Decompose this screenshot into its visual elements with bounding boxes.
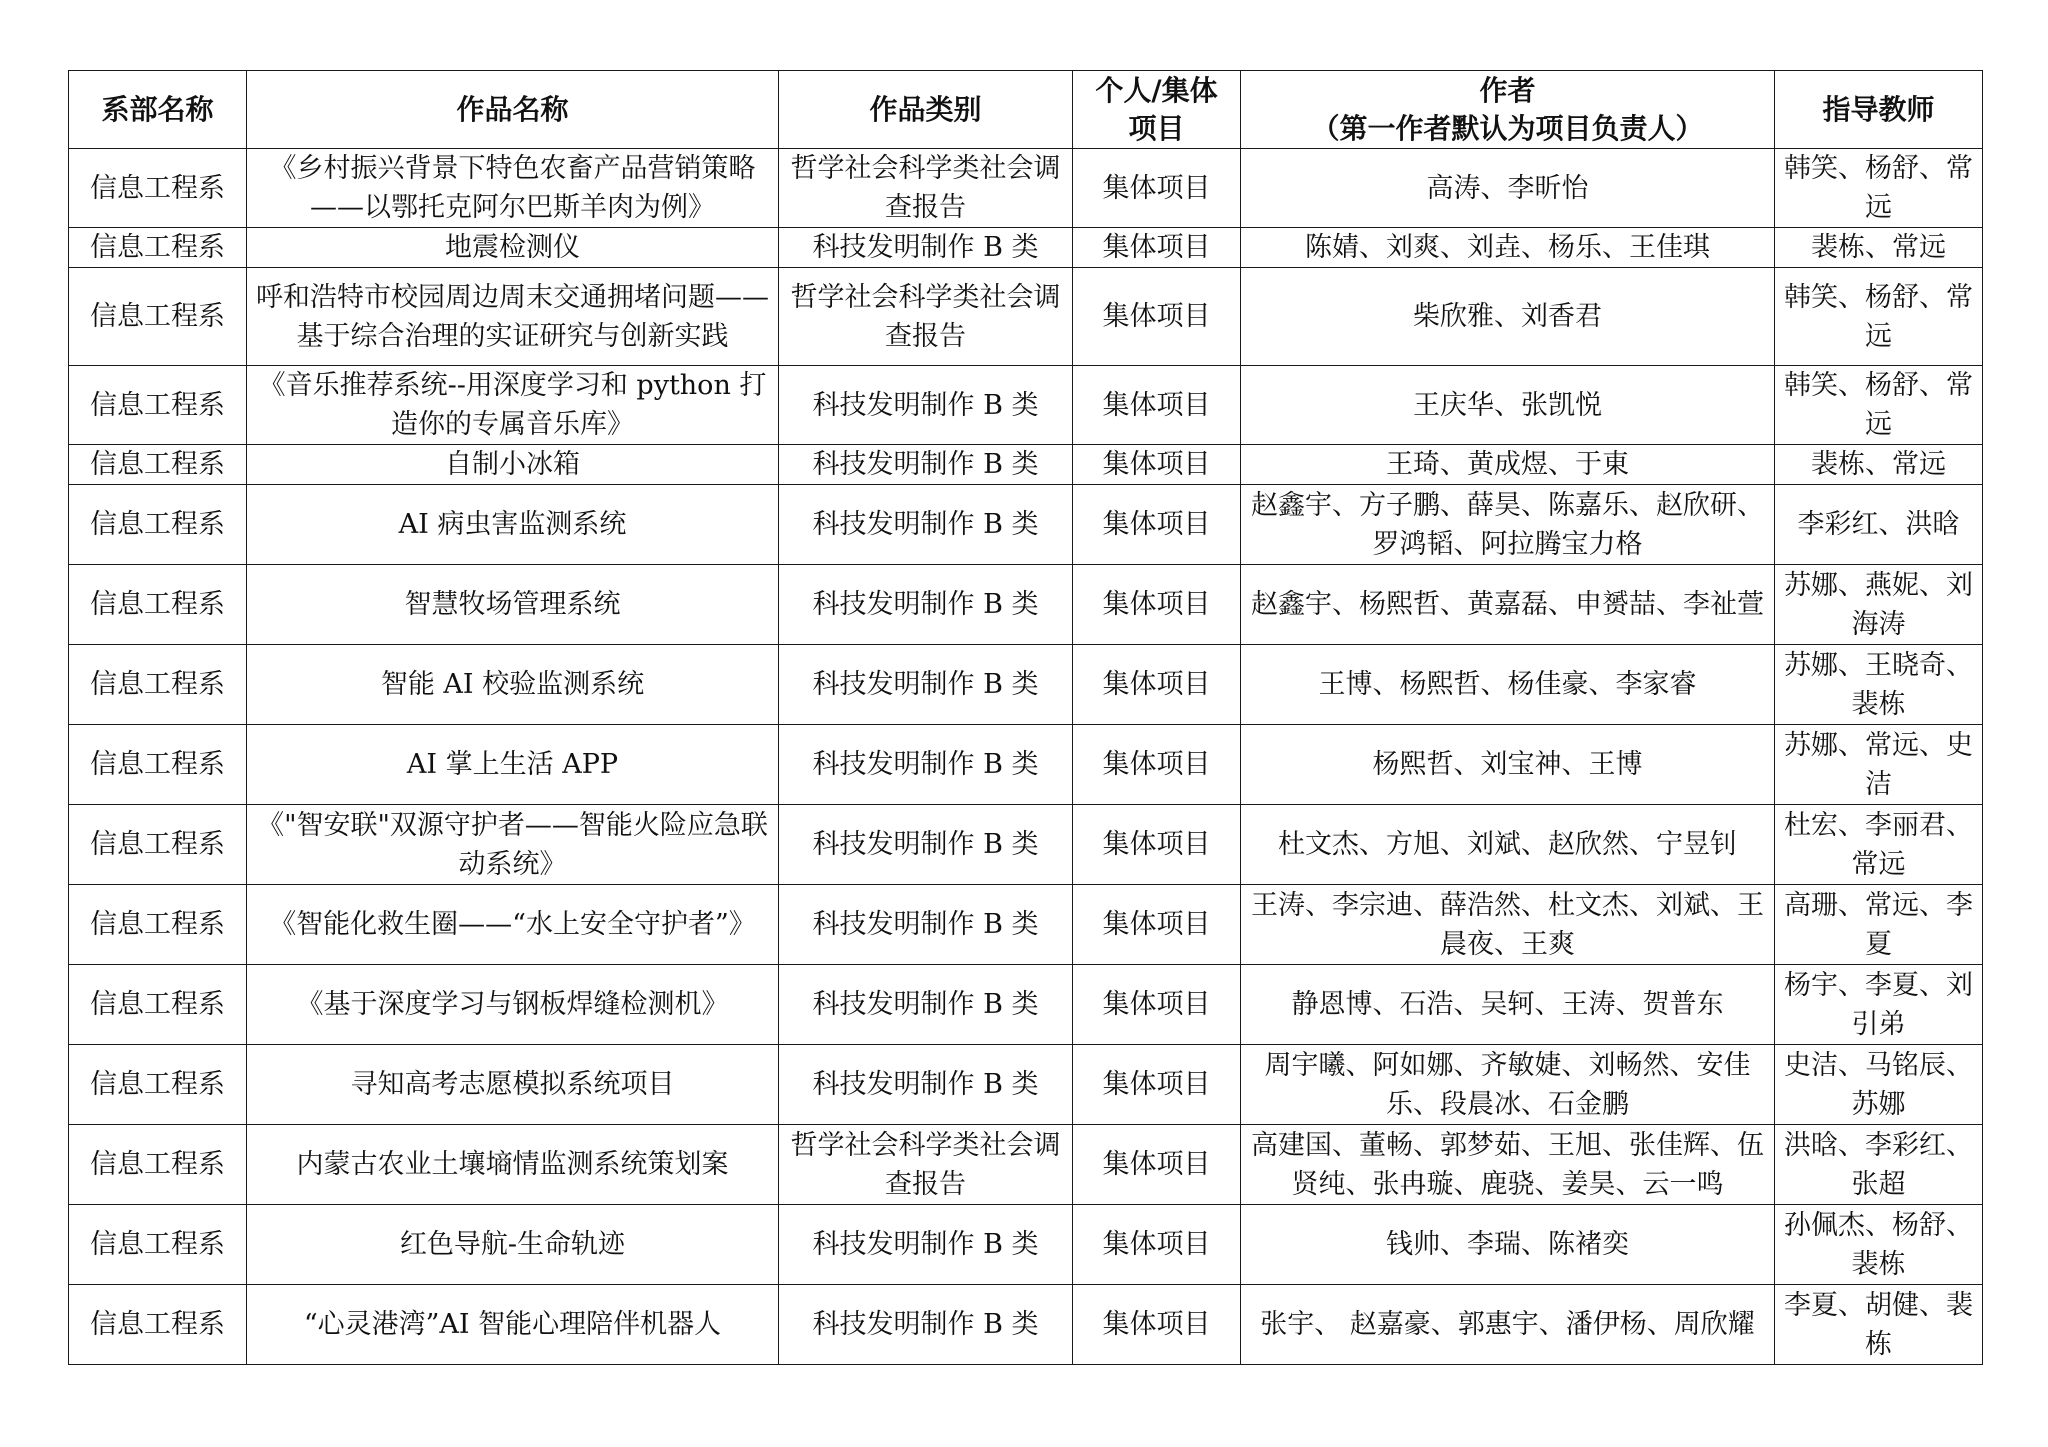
table-row — [69, 725, 1983, 805]
table-row — [69, 485, 1983, 565]
cell-advisors: 苏娜、常远、史洁 — [1775, 725, 1983, 805]
cell-advisors: 李彩红、洪晗 — [1775, 485, 1983, 565]
cell-category: 科技发明制作 B 类 — [779, 885, 1073, 965]
table-row — [69, 1045, 1983, 1125]
projects-table — [68, 70, 1983, 1365]
cell-department: 信息工程系 — [69, 1205, 247, 1285]
cell-advisors: 苏娜、燕妮、刘海涛 — [1775, 565, 1983, 645]
table-header-row — [69, 71, 1983, 149]
cell-project-type: 集体项目 — [1073, 885, 1241, 965]
cell-authors: 静恩博、石浩、吴轲、王涛、贺普东 — [1241, 965, 1775, 1045]
cell-department: 信息工程系 — [69, 149, 247, 228]
cell-title: 内蒙古农业土壤墒情监测系统策划案 — [247, 1125, 779, 1205]
cell-department: 信息工程系 — [69, 645, 247, 725]
cell-project-type: 集体项目 — [1073, 805, 1241, 885]
table-row — [69, 228, 1983, 268]
table-row — [69, 149, 1983, 228]
cell-title: 地震检测仪 — [247, 228, 779, 268]
cell-advisors: 韩笑、杨舒、常远 — [1775, 268, 1983, 366]
cell-title: “心灵港湾”AI 智能心理陪伴机器人 — [247, 1285, 779, 1365]
cell-project-type: 集体项目 — [1073, 565, 1241, 645]
cell-project-type: 集体项目 — [1073, 366, 1241, 445]
header-project-type — [1073, 71, 1241, 149]
cell-title: 自制小冰箱 — [247, 445, 779, 485]
cell-advisors: 苏娜、王晓奇、裴栋 — [1775, 645, 1983, 725]
cell-department: 信息工程系 — [69, 885, 247, 965]
cell-project-type: 集体项目 — [1073, 1045, 1241, 1125]
cell-title: 《音乐推荐系统--用深度学习和 python 打造你的专属音乐库》 — [247, 366, 779, 445]
cell-department: 信息工程系 — [69, 1125, 247, 1205]
cell-category: 科技发明制作 B 类 — [779, 645, 1073, 725]
header-authors — [1241, 71, 1775, 149]
cell-title: AI 病虫害监测系统 — [247, 485, 779, 565]
cell-department: 信息工程系 — [69, 366, 247, 445]
cell-department: 信息工程系 — [69, 485, 247, 565]
cell-authors: 杨熙哲、刘宝神、王博 — [1241, 725, 1775, 805]
cell-title: 呼和浩特市校园周边周末交通拥堵问题——基于综合治理的实证研究与创新实践 — [247, 268, 779, 366]
cell-project-type: 集体项目 — [1073, 1285, 1241, 1365]
cell-category: 科技发明制作 B 类 — [779, 1045, 1073, 1125]
cell-department: 信息工程系 — [69, 725, 247, 805]
cell-authors: 王庆华、张凯悦 — [1241, 366, 1775, 445]
cell-department: 信息工程系 — [69, 268, 247, 366]
cell-category: 科技发明制作 B 类 — [779, 485, 1073, 565]
cell-department: 信息工程系 — [69, 228, 247, 268]
cell-department: 信息工程系 — [69, 1285, 247, 1365]
cell-department: 信息工程系 — [69, 445, 247, 485]
table-row — [69, 366, 1983, 445]
cell-project-type: 集体项目 — [1073, 725, 1241, 805]
cell-title: 智能 AI 校验监测系统 — [247, 645, 779, 725]
cell-project-type: 集体项目 — [1073, 268, 1241, 366]
cell-advisors: 李夏、胡健、裴栋 — [1775, 1285, 1983, 1365]
cell-title: 《乡村振兴背景下特色农畜产品营销策略——以鄂托克阿尔巴斯羊肉为例》 — [247, 149, 779, 228]
cell-title: 《基于深度学习与钢板焊缝检测机》 — [247, 965, 779, 1045]
cell-category: 科技发明制作 B 类 — [779, 1205, 1073, 1285]
cell-category: 科技发明制作 B 类 — [779, 445, 1073, 485]
cell-category: 科技发明制作 B 类 — [779, 725, 1073, 805]
cell-project-type: 集体项目 — [1073, 445, 1241, 485]
cell-category: 哲学社会科学类社会调查报告 — [779, 1125, 1073, 1205]
cell-category: 科技发明制作 B 类 — [779, 805, 1073, 885]
cell-category: 哲学社会科学类社会调查报告 — [779, 149, 1073, 228]
cell-project-type: 集体项目 — [1073, 965, 1241, 1045]
header-authors-line1: 作者 — [1479, 73, 1536, 107]
cell-authors: 杜文杰、方旭、刘斌、赵欣然、宁昱钊 — [1241, 805, 1775, 885]
cell-title: 寻知高考志愿模拟系统项目 — [247, 1045, 779, 1125]
cell-advisors: 史洁、马铭辰、苏娜 — [1775, 1045, 1983, 1125]
table-row — [69, 965, 1983, 1045]
cell-advisors: 韩笑、杨舒、常远 — [1775, 366, 1983, 445]
cell-project-type: 集体项目 — [1073, 485, 1241, 565]
cell-category: 科技发明制作 B 类 — [779, 366, 1073, 445]
cell-advisors: 杨宇、李夏、刘引弟 — [1775, 965, 1983, 1045]
cell-authors: 高涛、李昕怡 — [1241, 149, 1775, 228]
table-row — [69, 565, 1983, 645]
cell-advisors: 裴栋、常远 — [1775, 228, 1983, 268]
cell-project-type: 集体项目 — [1073, 1205, 1241, 1285]
cell-title: 《智能化救生圈——“水上安全守护者”》 — [247, 885, 779, 965]
table-row — [69, 1205, 1983, 1285]
cell-category: 科技发明制作 B 类 — [779, 1285, 1073, 1365]
table-row — [69, 805, 1983, 885]
table-row — [69, 885, 1983, 965]
cell-category: 科技发明制作 B 类 — [779, 228, 1073, 268]
cell-project-type: 集体项目 — [1073, 1125, 1241, 1205]
cell-project-type: 集体项目 — [1073, 149, 1241, 228]
cell-title: 《"智安联"双源守护者——智能火险应急联动系统》 — [247, 805, 779, 885]
cell-advisors: 高珊、常远、李夏 — [1775, 885, 1983, 965]
cell-title: 红色导航-生命轨迹 — [247, 1205, 779, 1285]
cell-advisors: 洪晗、李彩红、张超 — [1775, 1125, 1983, 1205]
cell-department: 信息工程系 — [69, 565, 247, 645]
table-row — [69, 268, 1983, 366]
cell-advisors: 裴栋、常远 — [1775, 445, 1983, 485]
header-category: 作品类别 — [779, 71, 1073, 149]
table-row — [69, 1125, 1983, 1205]
cell-authors: 周宇曦、阿如娜、齐敏婕、刘畅然、安佳乐、段晨冰、石金鹏 — [1241, 1045, 1775, 1125]
table-row — [69, 645, 1983, 725]
cell-category: 哲学社会科学类社会调查报告 — [779, 268, 1073, 366]
cell-authors: 赵鑫宇、杨熙哲、黄嘉磊、申赟喆、李祉萱 — [1241, 565, 1775, 645]
table-row — [69, 445, 1983, 485]
cell-department: 信息工程系 — [69, 1045, 247, 1125]
cell-project-type: 集体项目 — [1073, 228, 1241, 268]
cell-category: 科技发明制作 B 类 — [779, 565, 1073, 645]
header-project-type-line2: 项目 — [1128, 111, 1185, 145]
header-title: 作品名称 — [247, 71, 779, 149]
cell-department: 信息工程系 — [69, 805, 247, 885]
header-project-type-line1: 个人/集体 — [1095, 73, 1218, 107]
header-department: 系部名称 — [69, 71, 247, 149]
cell-authors: 张宇、 赵嘉豪、郭惠宇、潘伊杨、周欣耀 — [1241, 1285, 1775, 1365]
cell-authors: 王博、杨熙哲、杨佳豪、李家睿 — [1241, 645, 1775, 725]
cell-advisors: 孙佩杰、杨舒、裴栋 — [1775, 1205, 1983, 1285]
cell-authors: 陈婧、刘爽、刘垚、杨乐、王佳琪 — [1241, 228, 1775, 268]
table-row — [69, 1285, 1983, 1365]
cell-authors: 高建国、董畅、郭梦茹、王旭、张佳辉、伍贤纯、张冉璇、鹿骁、姜昊、云一鸣 — [1241, 1125, 1775, 1205]
cell-title: 智慧牧场管理系统 — [247, 565, 779, 645]
cell-authors: 柴欣雅、刘香君 — [1241, 268, 1775, 366]
cell-advisors: 杜宏、李丽君、常远 — [1775, 805, 1983, 885]
cell-authors: 王琦、黄成煜、于東 — [1241, 445, 1775, 485]
cell-authors: 钱帅、李瑞、陈褚奕 — [1241, 1205, 1775, 1285]
cell-advisors: 韩笑、杨舒、常远 — [1775, 149, 1983, 228]
cell-authors: 王涛、李宗迪、薛浩然、杜文杰、刘斌、王晨夜、王爽 — [1241, 885, 1775, 965]
cell-department: 信息工程系 — [69, 965, 247, 1045]
table-body — [69, 149, 1983, 1365]
cell-authors: 赵鑫宇、方子鹏、薛昊、陈嘉乐、赵欣研、罗鸿韬、阿拉腾宝力格 — [1241, 485, 1775, 565]
cell-title: AI 掌上生活 APP — [247, 725, 779, 805]
header-authors-line2: （第一作者默认为项目负责人） — [1311, 111, 1704, 145]
header-advisors: 指导教师 — [1775, 71, 1983, 149]
cell-category: 科技发明制作 B 类 — [779, 965, 1073, 1045]
cell-project-type: 集体项目 — [1073, 645, 1241, 725]
